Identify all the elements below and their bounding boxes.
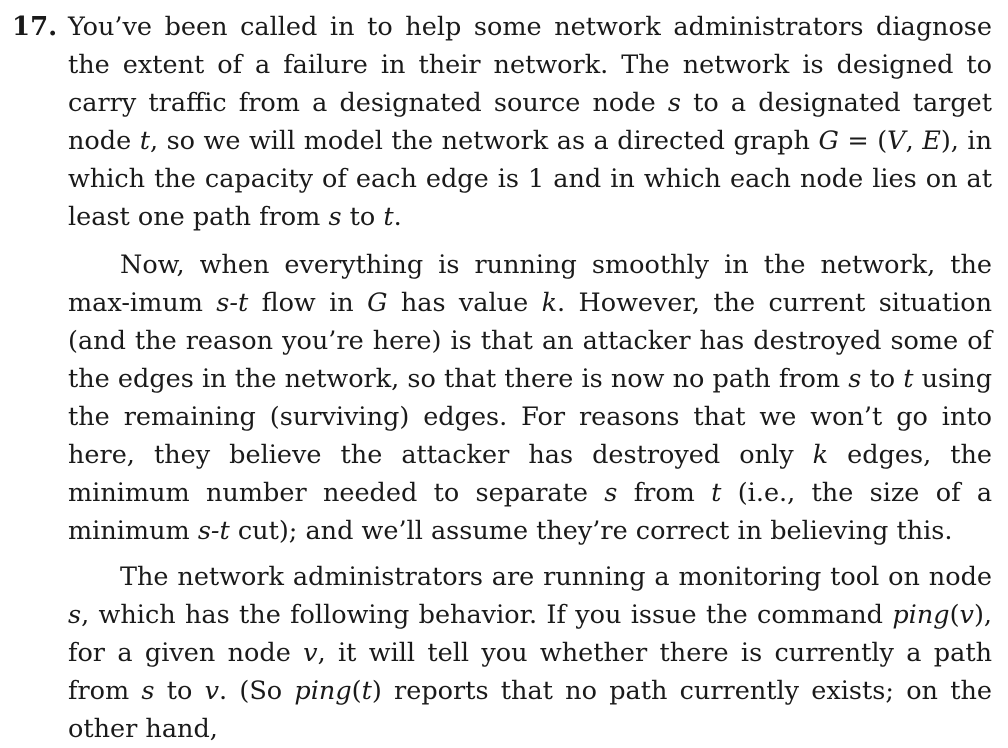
math-symbol: V bbox=[887, 126, 906, 156]
math-symbol: t bbox=[361, 676, 372, 706]
problem-paragraph-2 bbox=[68, 246, 992, 550]
math-symbol: s bbox=[141, 676, 155, 706]
problem-number: 17. bbox=[12, 12, 58, 42]
math-symbol: s-t bbox=[197, 516, 230, 546]
math-symbol: t bbox=[383, 202, 394, 232]
text-run: to bbox=[861, 364, 904, 394]
text-run: ( bbox=[949, 600, 960, 630]
text-run: , it will tell you whether there is currently a path from bbox=[68, 638, 992, 706]
text-run: flow in bbox=[248, 288, 368, 318]
math-symbol: s bbox=[667, 88, 681, 118]
math-symbol: G bbox=[367, 288, 388, 318]
math-symbol: s-t bbox=[216, 288, 249, 318]
text-run: has value bbox=[387, 288, 542, 318]
math-symbol: k bbox=[541, 288, 558, 318]
math-symbol: s bbox=[328, 202, 342, 232]
math-symbol: t bbox=[139, 126, 150, 156]
text-run: , which has the following behavior. If you issue the command bbox=[81, 600, 893, 630]
problem-paragraph-3 bbox=[68, 558, 992, 748]
text-run: = ( bbox=[838, 126, 888, 156]
math-symbol: ping bbox=[892, 600, 950, 630]
math-symbol: s bbox=[68, 600, 82, 630]
text-run: The network administrators are running a monitoring tool on node bbox=[120, 562, 992, 592]
text-run: . bbox=[393, 202, 402, 232]
math-symbol: t bbox=[903, 364, 914, 394]
math-symbol: v bbox=[204, 676, 220, 706]
text-run: Now, when everything is running smoothly in the network, the max-imum bbox=[68, 250, 992, 318]
math-symbol: v bbox=[303, 638, 318, 668]
text-run: to bbox=[154, 676, 205, 706]
math-symbol: s bbox=[848, 364, 862, 394]
text-run: to a designated target node bbox=[68, 88, 993, 156]
text-run: ), in which the capacity of each edge is 1 and in which each node lies on at least one path from bbox=[68, 126, 992, 232]
text-run: . However, the current situation (and the reason you’re here) is that an attacker has destroyed some of the edges in the network, so that there is now no path from bbox=[68, 288, 992, 394]
text-run: You’ve been called in to help some network administrators diagnose the extent of a failure in their network. The network is designed to carry traffic from a designated source node bbox=[68, 12, 992, 118]
text-run: . (So bbox=[219, 676, 295, 706]
text-run: ) reports that no path currently exists; on the other hand, bbox=[68, 676, 992, 744]
math-symbol: t bbox=[711, 478, 722, 508]
math-symbol: k bbox=[812, 440, 829, 470]
text-run: cut); and we’ll assume they’re correct in believing this. bbox=[229, 516, 953, 546]
text-run: , bbox=[905, 126, 923, 156]
text-run: to bbox=[341, 202, 384, 232]
math-symbol: v bbox=[959, 600, 974, 630]
problem-paragraph-1 bbox=[68, 8, 992, 236]
math-symbol: ping bbox=[294, 676, 352, 706]
text-run: ( bbox=[351, 676, 362, 706]
text-run: from bbox=[617, 478, 712, 508]
math-symbol: E bbox=[922, 126, 941, 156]
text-run: , so we will model the network as a directed graph bbox=[149, 126, 819, 156]
text-run: using the remaining (surviving) edges. For reasons that we won’t go into here, they believe the attacker has destroyed only bbox=[68, 364, 993, 470]
text-run: edges, the minimum number needed to separate bbox=[68, 440, 992, 508]
text-run: (i.e., the size of a minimum bbox=[68, 478, 993, 546]
math-symbol: s bbox=[604, 478, 618, 508]
math-symbol: G bbox=[818, 126, 839, 156]
text-run: ), for a given node bbox=[68, 600, 992, 668]
